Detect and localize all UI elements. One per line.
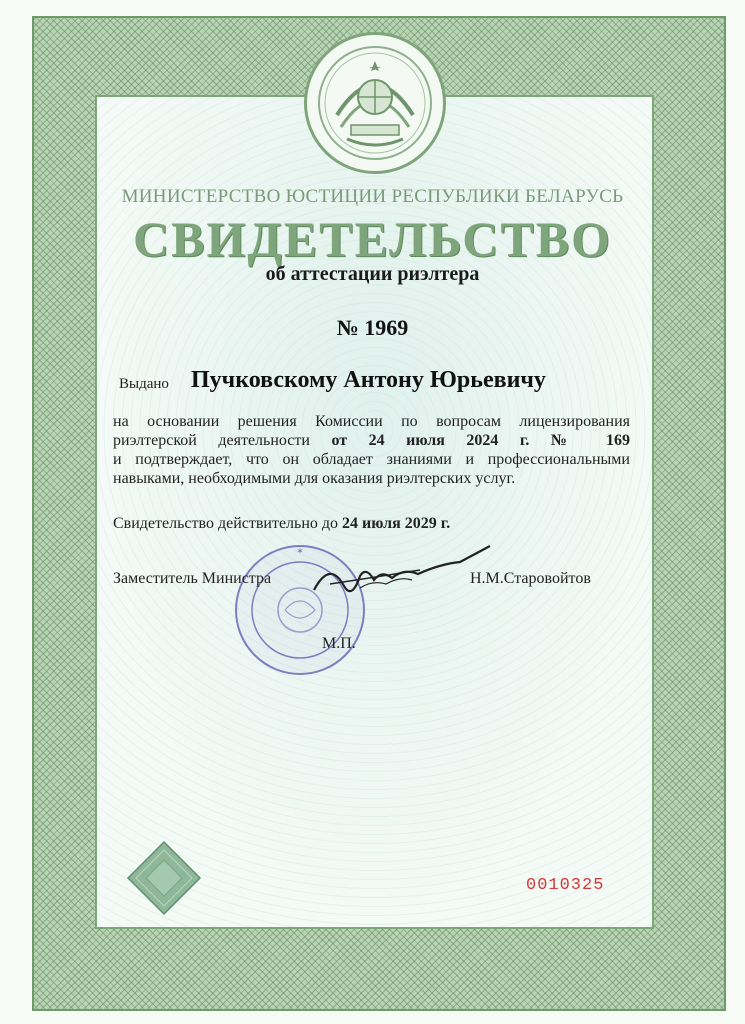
certificate-number: № 1969: [336, 315, 409, 340]
validity-text: Свидетельство действительно до: [113, 515, 343, 532]
signer-name: Н.М.Старовойтов: [470, 570, 591, 587]
recipient-name: Пучковскому Антону Юрьевичу: [191, 367, 546, 393]
validity-statement: [113, 515, 450, 533]
basis-line-1: на основании решения Комиссии по вопросам лицензирования: [113, 413, 630, 430]
basis-line-4: навыками, необходимыми для оказания риэлтерских услуг.: [113, 470, 516, 487]
certificate-title: СВИДЕТЕЛЬСТВО: [133, 211, 612, 267]
basis-line-2: [113, 431, 630, 450]
seal-place-label: М.П.: [322, 635, 356, 652]
issued-label: Выдано: [119, 376, 169, 392]
basis-paragraph: [113, 412, 630, 488]
hologram-diamond-icon: [126, 840, 202, 921]
basis-line-2-text: риэлтерской деятельности: [113, 432, 332, 449]
ministry-name: МИНИСТЕРСТВО ЮСТИЦИИ РЕСПУБЛИКИ БЕЛАРУСЬ: [121, 186, 624, 207]
validity-date: 24 июля 2029 г.: [342, 515, 451, 532]
certificate-subtitle: об аттестации риэлтера: [265, 263, 480, 285]
deputy-minister-title: Заместитель Министра: [113, 570, 272, 587]
svg-text:✶: ✶: [296, 546, 304, 556]
decision-reference: от 24 июля 2024 г. № 169: [331, 432, 630, 449]
state-emblem-icon: [304, 32, 446, 174]
serial-number: 0010325: [526, 876, 605, 895]
basis-line-3: и подтверждает, что он обладает знаниями и профессиональными: [113, 451, 630, 468]
